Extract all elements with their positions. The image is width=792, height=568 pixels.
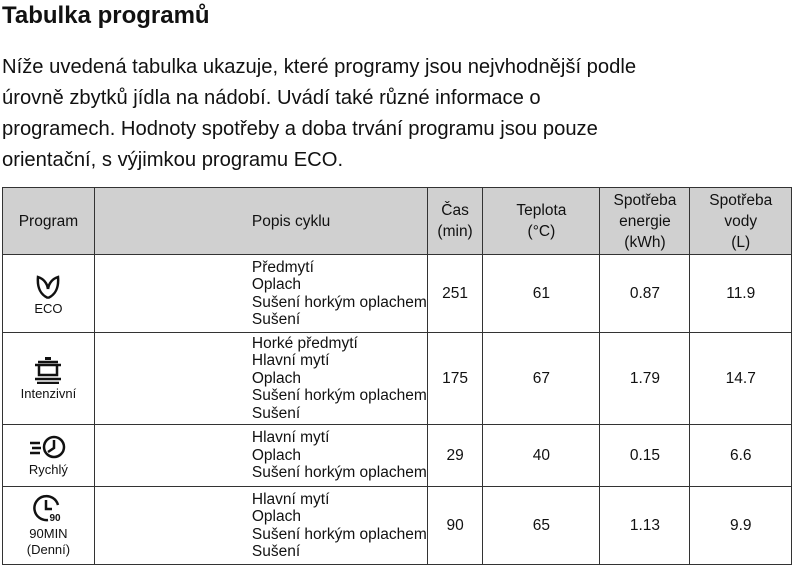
time-value: 90 bbox=[427, 487, 483, 565]
program-label: 90MIN bbox=[29, 525, 68, 541]
cycle-description bbox=[94, 487, 427, 565]
cycle-step: Horké předmytí bbox=[251, 334, 358, 352]
program-label: ECO bbox=[34, 300, 63, 316]
intro-line: orientační, s výjimkou programu ECO. bbox=[2, 149, 344, 171]
header-temp-line: Teplota bbox=[516, 202, 567, 219]
temperature-value: 67 bbox=[483, 333, 600, 425]
table-row bbox=[3, 333, 792, 425]
intro-paragraph bbox=[2, 52, 787, 176]
program-cell-eco bbox=[3, 255, 95, 333]
header-energy-line: Spotřeba bbox=[613, 191, 677, 209]
icon-90-label: 90 bbox=[49, 512, 61, 524]
cycle-step: Oplach bbox=[251, 369, 301, 387]
cycle-step: Sušení horkým oplachem bbox=[251, 387, 427, 405]
intro-line: Níže uvedená tabulka ukazuje, které programy jsou nejvhodnější podle bbox=[2, 56, 637, 78]
page-title: Tabulka programů bbox=[2, 2, 210, 29]
cycle-step: Sušení horkým oplachem bbox=[251, 464, 427, 482]
cycle-description bbox=[94, 425, 427, 487]
program-cell-intensive bbox=[3, 333, 95, 425]
header-time bbox=[427, 188, 483, 255]
cycle-description bbox=[94, 333, 427, 425]
cycle-step: Sušení horkým oplachem bbox=[251, 525, 427, 543]
header-water-line: (L) bbox=[731, 233, 751, 251]
cycle-step: Hlavní mytí bbox=[251, 352, 330, 370]
program-cell-rapid bbox=[3, 425, 95, 487]
cycle-description bbox=[94, 255, 427, 333]
eco-leaf-icon bbox=[33, 271, 63, 299]
table-row bbox=[3, 425, 792, 487]
header-temperature bbox=[483, 188, 600, 255]
cycle-step: Předmytí bbox=[251, 258, 314, 276]
program-table bbox=[2, 187, 792, 565]
table-row bbox=[3, 255, 792, 333]
cycle-step: Sušení bbox=[251, 404, 301, 422]
program-sublabel: (Denní) bbox=[26, 541, 71, 557]
program-label: Intenzivní bbox=[20, 385, 77, 401]
cycle-step: Oplach bbox=[251, 276, 301, 293]
90min-clock-icon bbox=[32, 494, 64, 524]
header-temp-line: (°C) bbox=[527, 223, 556, 240]
program-cell-90min bbox=[3, 487, 95, 565]
water-value: 14.7 bbox=[690, 333, 792, 425]
cycle-step: Sušení bbox=[251, 311, 301, 328]
water-value: 6.6 bbox=[690, 425, 792, 487]
time-value: 251 bbox=[427, 255, 483, 333]
temperature-value: 61 bbox=[483, 255, 600, 333]
table-header-row bbox=[3, 188, 792, 255]
time-value: 175 bbox=[427, 333, 483, 425]
energy-value: 0.15 bbox=[600, 425, 690, 487]
time-value: 29 bbox=[427, 425, 483, 487]
header-description: Popis cyklu bbox=[94, 188, 427, 255]
intro-line: programech. Hodnoty spotřeby a doba trvání programu jsou pouze bbox=[2, 118, 598, 140]
temperature-value: 40 bbox=[483, 425, 600, 487]
table-row bbox=[3, 487, 792, 565]
header-water-line: vody bbox=[724, 212, 758, 230]
intensive-pot-icon bbox=[32, 356, 64, 384]
header-energy-line: (kWh) bbox=[624, 233, 666, 251]
program-label: Rychlý bbox=[28, 461, 68, 477]
header-time-line: (min) bbox=[437, 223, 473, 240]
header-energy bbox=[600, 188, 690, 255]
cycle-step: Hlavní mytí bbox=[251, 490, 330, 508]
water-value: 11.9 bbox=[690, 255, 792, 333]
cycle-step: Sušení horkým oplachem bbox=[251, 293, 427, 311]
rapid-clock-icon bbox=[29, 434, 67, 460]
cycle-step: Oplach bbox=[251, 508, 301, 525]
energy-value: 1.79 bbox=[600, 333, 690, 425]
cycle-step: Hlavní mytí bbox=[251, 429, 330, 447]
temperature-value: 65 bbox=[483, 487, 600, 565]
header-energy-line: energie bbox=[619, 212, 671, 230]
water-value: 9.9 bbox=[690, 487, 792, 565]
header-time-line: Čas bbox=[441, 202, 469, 219]
header-water-line: Spotřeba bbox=[709, 191, 773, 209]
energy-value: 1.13 bbox=[600, 487, 690, 565]
cycle-step: Sušení bbox=[251, 543, 301, 560]
energy-value: 0.87 bbox=[600, 255, 690, 333]
header-program: Program bbox=[3, 188, 95, 255]
intro-line: úrovně zbytků jídla na nádobí. Uvádí také různé informace o bbox=[2, 87, 541, 109]
cycle-step: Oplach bbox=[251, 446, 301, 464]
header-water bbox=[690, 188, 792, 255]
